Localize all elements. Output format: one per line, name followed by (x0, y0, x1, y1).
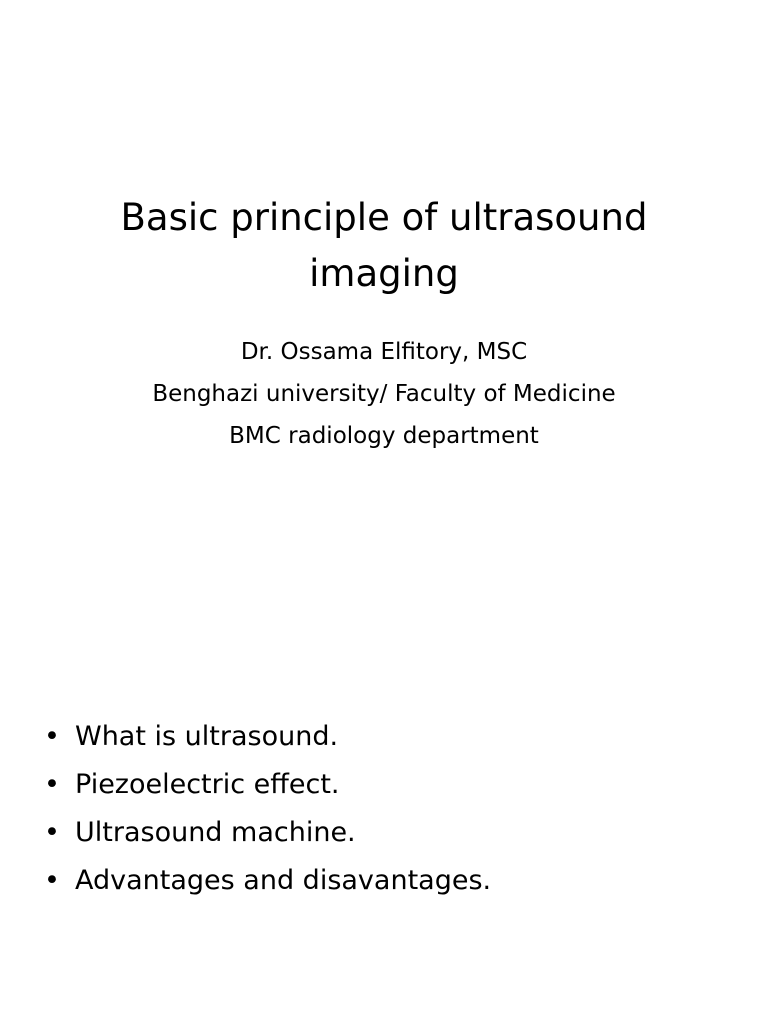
institution-line: Benghazi university/ Faculty of Medicine (152, 381, 616, 407)
bullet-list (40, 713, 728, 905)
bullet-item (40, 857, 728, 905)
author-line: Dr. Ossama Elfitory, MSC (240, 339, 528, 365)
bullet-text: Advantages and disavantages. (75, 865, 492, 896)
bullet-dot-icon: • (44, 721, 60, 752)
bullet-dot-icon: • (44, 865, 60, 896)
bullet-dot-icon: • (44, 817, 60, 848)
bullet-item (40, 713, 728, 761)
subtitle-block (40, 331, 728, 457)
bullet-dot-icon: • (44, 769, 60, 800)
department-line: BMC radiology department (229, 423, 539, 449)
bullet-text: Piezoelectric effect. (75, 769, 340, 800)
slide-title: Basic principle of ultrasound imaging (120, 196, 648, 295)
bullet-item (40, 809, 728, 857)
bullet-text: What is ultrasound. (75, 721, 339, 752)
bullet-item (40, 761, 728, 809)
bullet-text: Ultrasound machine. (75, 817, 356, 848)
